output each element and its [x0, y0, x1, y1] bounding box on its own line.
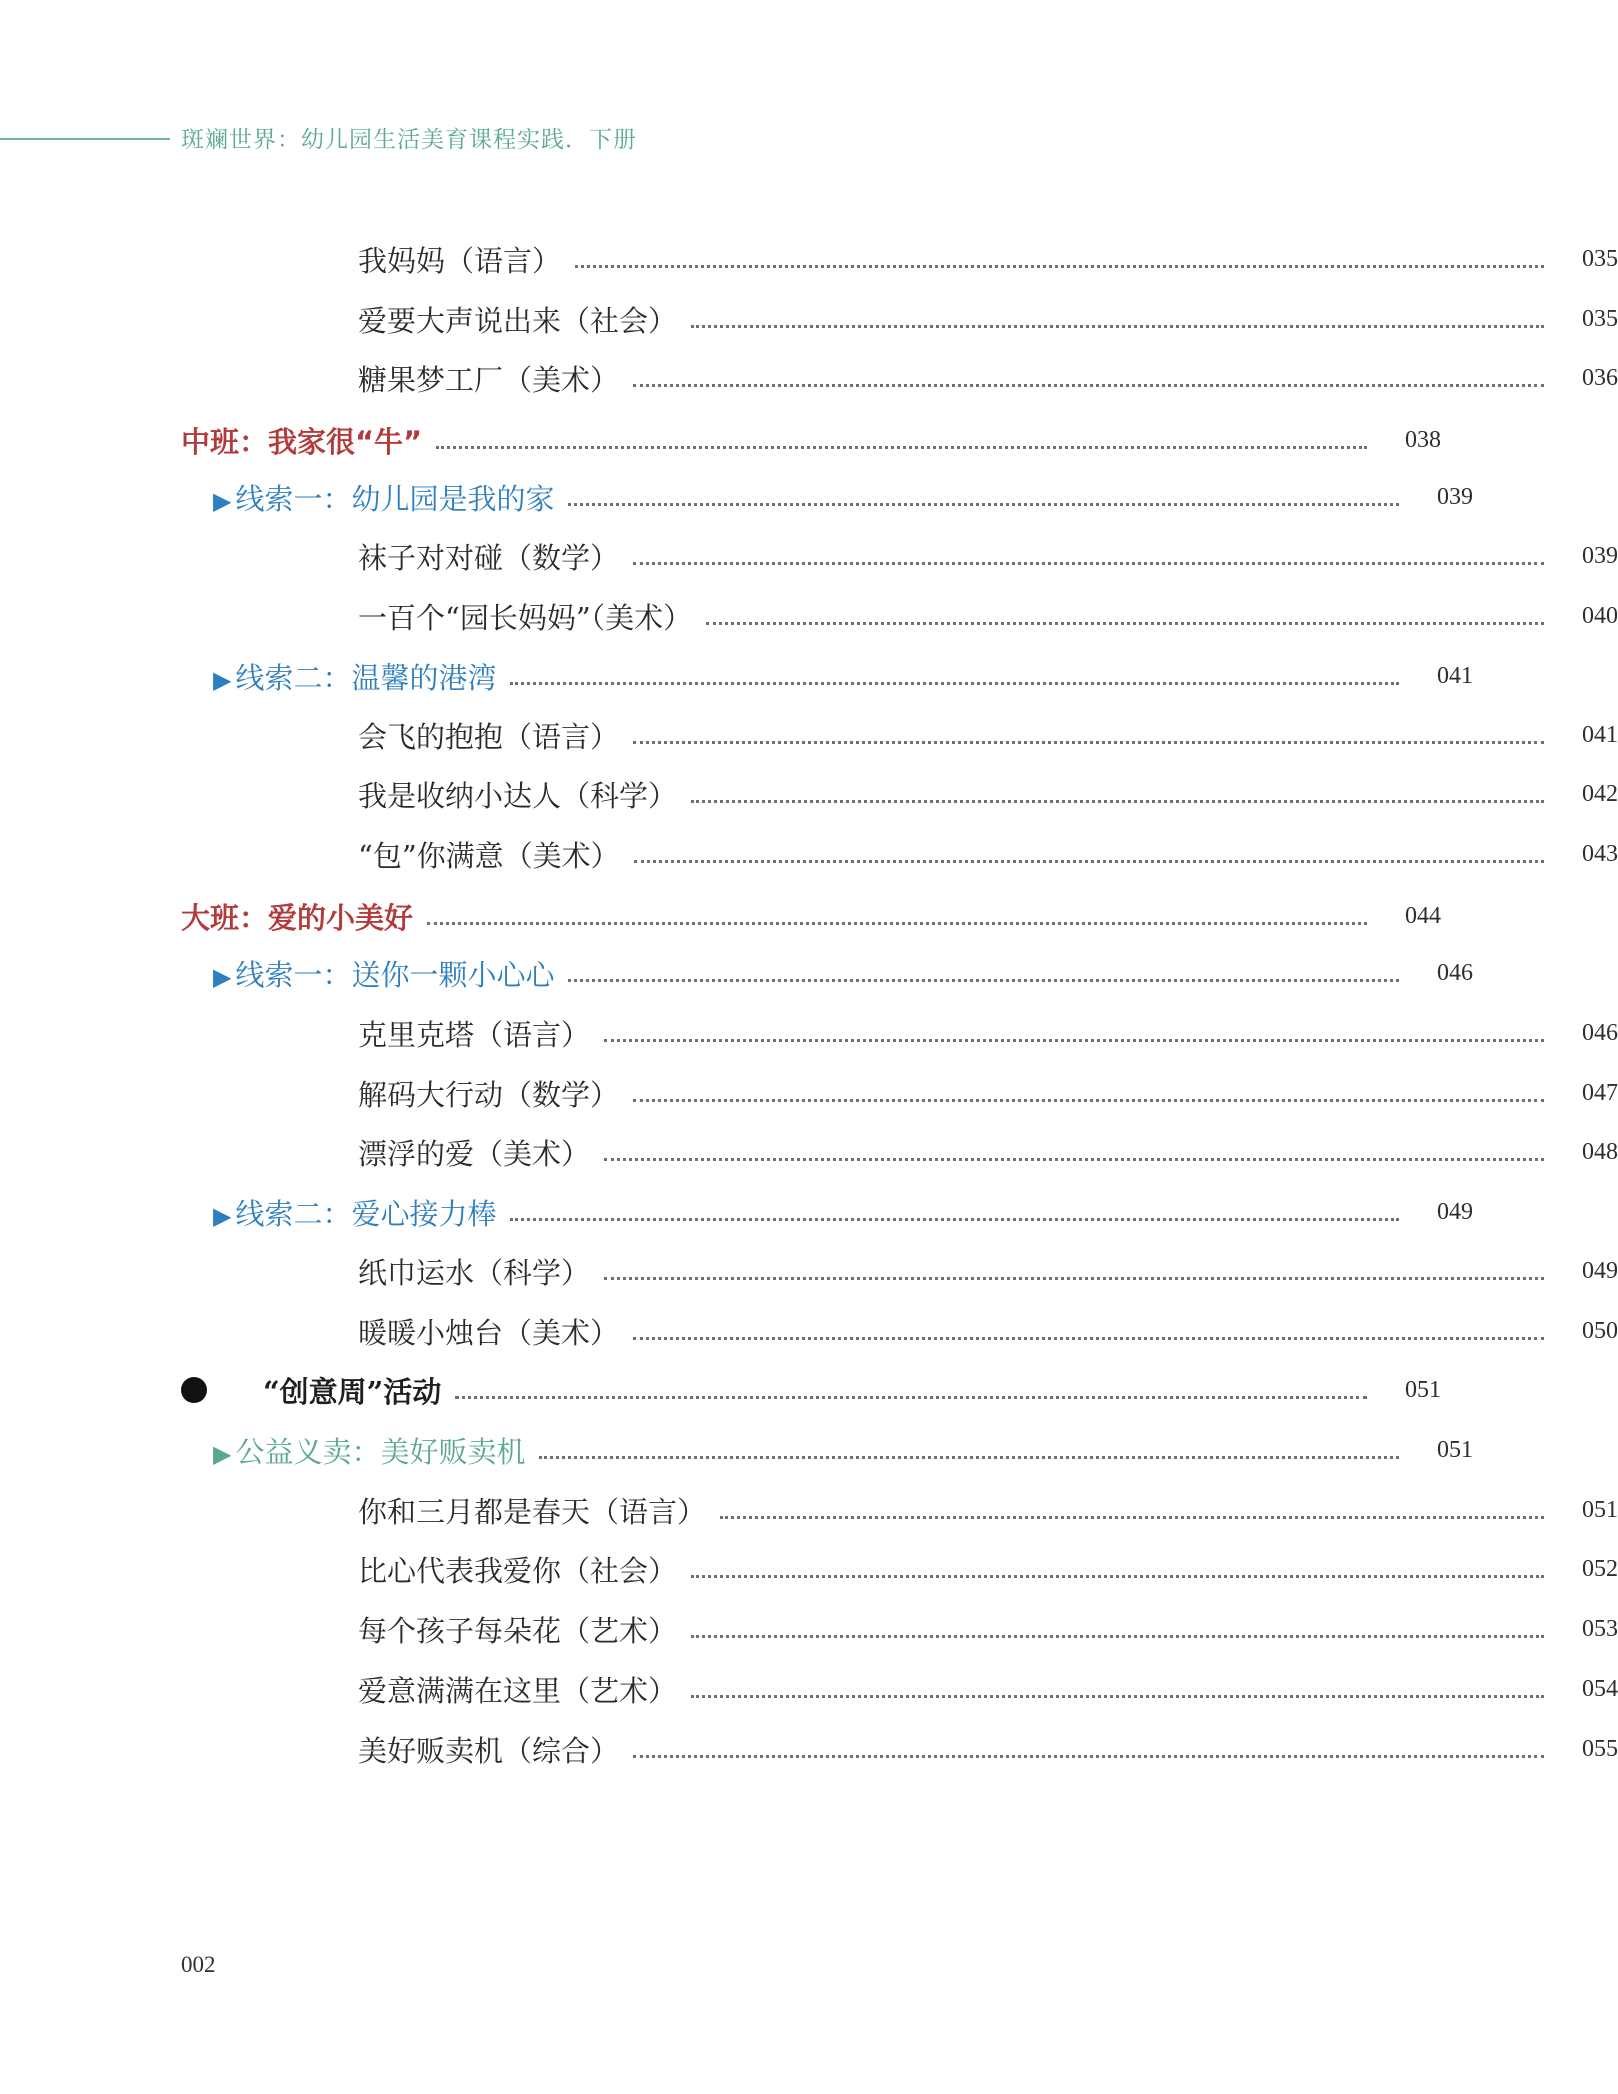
- toc-clue-title: 线索二：温馨的港湾: [235, 660, 497, 695]
- toc-entry-page: 046: [1582, 1019, 1618, 1046]
- toc-clue-title: 线索一：送你一颗小心心: [235, 957, 555, 992]
- toc-entry-title: 美好贩卖机（综合）: [358, 1733, 620, 1768]
- toc-entry-page: 052: [1582, 1555, 1618, 1582]
- dot-leader: [510, 682, 1399, 685]
- dot-leader: [604, 1158, 1544, 1161]
- dot-leader: [604, 1039, 1544, 1042]
- toc-clue[interactable]: [0, 474, 1473, 520]
- toc-entry-page: 050: [1582, 1317, 1618, 1344]
- toc-entry-page: 035: [1582, 305, 1618, 332]
- toc-entry[interactable]: [0, 355, 1618, 401]
- toc-entry-title: “包”你满意（美术）: [358, 838, 620, 873]
- toc-entry[interactable]: [0, 831, 1618, 877]
- toc-entry-title: 会飞的抱抱（语言）: [358, 719, 620, 754]
- triangle-right-icon: ▶: [213, 1201, 232, 1230]
- toc-entry-title: 我妈妈（语言）: [358, 243, 562, 278]
- toc-entry-title: 你和三月都是春天（语言）: [358, 1494, 707, 1529]
- toc-entry[interactable]: [0, 236, 1618, 282]
- bullet-dot-icon: [181, 1377, 207, 1403]
- dot-leader: [510, 1218, 1399, 1221]
- dot-leader: [691, 800, 1544, 803]
- dot-leader: [691, 1575, 1544, 1578]
- toc-entry[interactable]: [0, 593, 1618, 639]
- toc-section-senior-class[interactable]: [0, 893, 1441, 939]
- dot-leader: [575, 265, 1544, 268]
- toc-entry[interactable]: [0, 1606, 1618, 1652]
- dot-leader: [568, 979, 1399, 982]
- toc-entry-title: 比心代表我爱你（社会）: [358, 1553, 678, 1588]
- toc-entry-title: 暖暖小烛台（美术）: [358, 1315, 620, 1350]
- running-header: 斑斓世界：幼儿园生活美育课程实践．下册: [181, 127, 637, 153]
- toc-entry-page: 051: [1437, 1436, 1473, 1463]
- toc-entry-page: 055: [1582, 1735, 1618, 1762]
- dot-leader: [633, 384, 1544, 387]
- triangle-right-icon: ▶: [213, 1439, 232, 1468]
- toc-entry-title: 漂浮的爱（美术）: [358, 1136, 591, 1171]
- dot-leader: [634, 860, 1544, 863]
- toc-entry-page: 041: [1437, 662, 1473, 689]
- toc-entry-page: 048: [1582, 1138, 1618, 1165]
- dot-leader: [633, 741, 1544, 744]
- toc-entry-title: 解码大行动（数学）: [358, 1077, 620, 1112]
- dot-leader: [604, 1277, 1544, 1280]
- triangle-right-icon: ▶: [213, 486, 232, 515]
- triangle-right-icon: ▶: [213, 665, 232, 694]
- toc-entry-page: 043: [1582, 840, 1618, 867]
- toc-entry-page: 041: [1582, 721, 1618, 748]
- toc-entry-page: 044: [1405, 902, 1441, 929]
- toc-clue[interactable]: [0, 950, 1473, 996]
- toc-entry-title: 糖果梦工厂（美术）: [358, 362, 620, 397]
- toc-entry[interactable]: [0, 1666, 1618, 1712]
- toc-entry-page: 036: [1582, 364, 1618, 391]
- toc-entry-title: 纸巾运水（科学）: [358, 1255, 591, 1290]
- toc-clue-title: 线索二：爱心接力棒: [235, 1196, 497, 1231]
- toc-clue[interactable]: [0, 653, 1473, 699]
- page-number: 002: [181, 1952, 216, 1977]
- toc-entry[interactable]: [0, 1129, 1618, 1175]
- toc-entry[interactable]: [0, 1070, 1618, 1116]
- dot-leader: [706, 622, 1544, 625]
- toc-entry-title: 爱要大声说出来（社会）: [358, 303, 678, 338]
- dot-leader: [427, 922, 1367, 925]
- toc-entry-page: 042: [1582, 780, 1618, 807]
- dot-leader: [633, 562, 1544, 565]
- toc-section-middle-class[interactable]: [0, 417, 1441, 463]
- toc-charity-sale[interactable]: [0, 1427, 1473, 1473]
- dot-leader: [633, 1755, 1544, 1758]
- toc-entry[interactable]: [0, 1010, 1618, 1056]
- dot-leader: [633, 1337, 1544, 1340]
- toc-feature-creative-week[interactable]: [0, 1367, 1441, 1413]
- toc-entry[interactable]: [0, 533, 1618, 579]
- toc-entry-title: 爱意满满在这里（艺术）: [358, 1673, 678, 1708]
- toc-entry-page: 046: [1437, 959, 1473, 986]
- triangle-right-icon: ▶: [213, 962, 232, 991]
- toc-entry[interactable]: [0, 1726, 1618, 1772]
- dot-leader: [691, 1635, 1544, 1638]
- toc-entry-page: 035: [1582, 245, 1618, 272]
- toc-entry[interactable]: [0, 771, 1618, 817]
- toc-clue[interactable]: [0, 1189, 1473, 1235]
- toc-entry-page: 039: [1437, 483, 1473, 510]
- toc-entry-title: 一百个“园长妈妈”（美术）: [358, 600, 693, 635]
- toc-entry-page: 049: [1582, 1257, 1618, 1284]
- toc-section-title: 中班：我家很“牛”: [181, 424, 423, 459]
- toc-entry-title: 我是收纳小达人（科学）: [358, 778, 678, 813]
- toc-feature-title: “创意周”活动: [263, 1374, 442, 1409]
- dot-leader: [720, 1516, 1544, 1519]
- toc-clue-title: 线索一：幼儿园是我的家: [235, 481, 555, 516]
- toc-entry[interactable]: [0, 712, 1618, 758]
- dot-leader: [568, 503, 1399, 506]
- dot-leader: [691, 1695, 1544, 1698]
- toc-entry[interactable]: [0, 1248, 1618, 1294]
- toc-entry-title: 每个孩子每朵花（艺术）: [358, 1613, 678, 1648]
- toc-entry[interactable]: [0, 1546, 1618, 1592]
- toc-clue-title: 公益义卖：美好贩卖机: [235, 1434, 526, 1469]
- toc-entry-page: 038: [1405, 426, 1441, 453]
- dot-leader: [691, 325, 1544, 328]
- toc-entry-page: 047: [1582, 1079, 1618, 1106]
- toc-entry-page: 051: [1405, 1376, 1441, 1403]
- toc-entry[interactable]: [0, 1308, 1618, 1354]
- toc-entry-page: 053: [1582, 1615, 1618, 1642]
- toc-entry-page: 051: [1582, 1496, 1618, 1523]
- dot-leader: [436, 446, 1367, 449]
- toc-entry-page: 040: [1582, 602, 1618, 629]
- toc-entry-title: 袜子对对碰（数学）: [358, 540, 620, 575]
- toc-entry-title: 克里克塔（语言）: [358, 1017, 591, 1052]
- dot-leader: [455, 1396, 1367, 1399]
- toc-entry-page: 054: [1582, 1675, 1618, 1702]
- toc-entry-page: 049: [1437, 1198, 1473, 1225]
- dot-leader: [633, 1099, 1544, 1102]
- toc-section-title: 大班：爱的小美好: [181, 900, 414, 935]
- dot-leader: [539, 1456, 1399, 1459]
- toc-entry-page: 039: [1582, 542, 1618, 569]
- toc-entry[interactable]: [0, 296, 1618, 342]
- toc-entry[interactable]: [0, 1487, 1618, 1533]
